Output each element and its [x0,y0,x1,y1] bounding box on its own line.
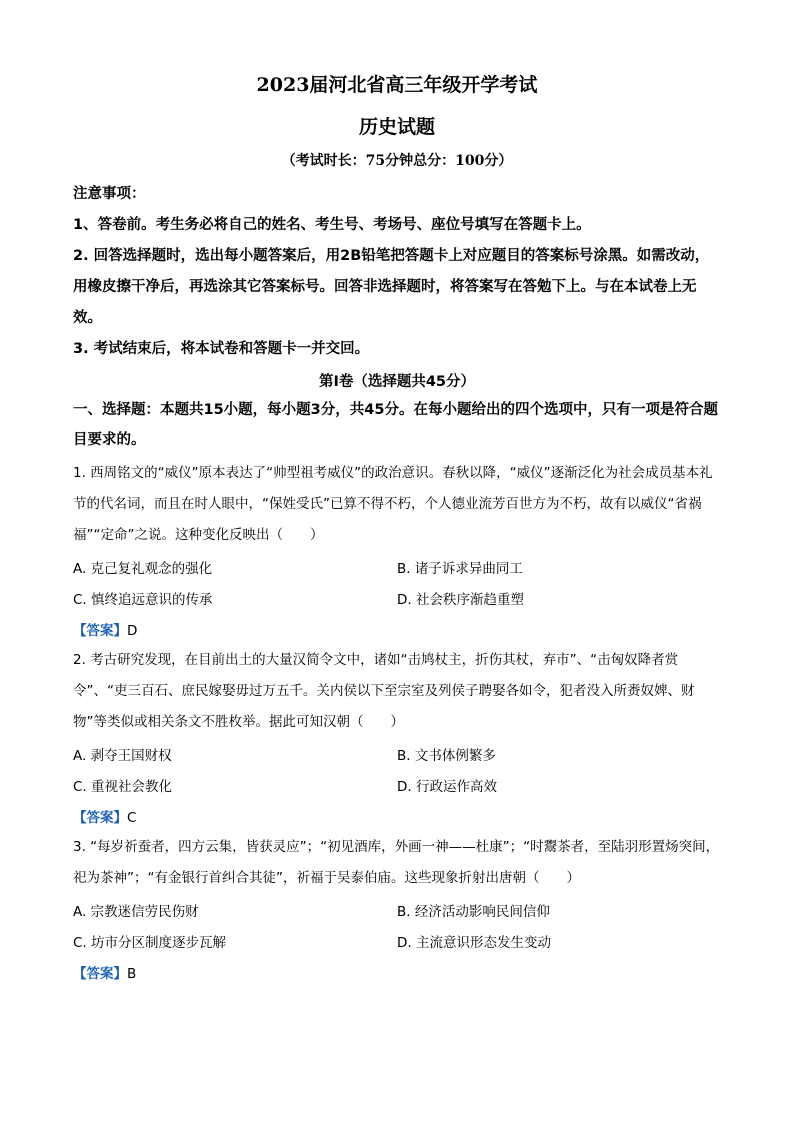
notes-heading: 注意事项： [73,186,146,202]
exam-subject: 历史试题 [358,116,435,138]
option-a: A. 宗教迷信劳民伤财 [73,904,199,920]
question-stem: 2. 考古研究发现，在目前出土的大量汉简令文中，诸如“击鸠杖主，折伤其杖，弃市”、“击匈奴降者赏令”、“吏三百石、庶民嫁娶毋过万五千。关内侯以下至宗室及列侯子聘娶各如令，犯者没入所赉奴婢、财物”等类似或相关条文不胜枚举。据此可知汉朝（ ） [73,652,695,730]
exam-time-note: （考试时长：75分钟总分：100分） [281,153,513,169]
option-c: C. 慎终追远意识的传承 [73,592,213,608]
option-d: D. 主流意识形态发生变动 [397,935,551,951]
note-item: 2. 回答选择题时，选出每小题答案后，用2B铅笔把答题卡上对应题目的答案标号涂黑。如需改动，用橡皮擦干净后，再选涂其它答案标号。回答非选择题时，将答案写在答勉下上。与在本试卷上无效。 [73,248,710,326]
answer-value: D [127,623,138,639]
section-intro: 一、选择题：本题共15小题，每小题3分，共45分。在每小题给出的四个选项中，只有一项是符合题目要求的。 [73,402,718,448]
option-d: D. 社会秩序渐趋重塑 [397,592,524,608]
note-item: 3. 考试结束后，将本试卷和答题卡一并交回。 [73,341,370,357]
note-item: 1、答卷前。考生务必将自己的姓名、考生号、考场号、座位号填写在答题卡上。 [73,217,591,233]
answer-line [73,962,136,982]
answer-value: C [127,810,137,826]
answer-line [73,619,137,639]
answer-tag: 【答案】 [73,810,127,826]
option-b: B. 诸子诉求异曲同工 [397,561,523,577]
question-stem: 3. “每岁祈蚕者，四方云集，皆获灵应”；“初见酒库，外画一神——杜康”；“时鬻茶者，至陆羽形置炀突间，祀为茶神”；“有金银行首纠合其徒”，祈福于吴泰伯庙。这些现象折射出唐朝（ ） [73,839,720,886]
answer-value: B [127,966,137,982]
option-c: C. 坊市分区制度逐步瓦解 [73,935,227,951]
section-title: 第Ⅰ卷（选择题共45分） [318,374,476,390]
option-a: A. 克己复礼观念的强化 [73,561,213,577]
answer-tag: 【答案】 [73,966,127,982]
answer-line [73,806,136,826]
option-b: B. 经济活动影响民间信仰 [397,904,550,920]
option-b: B. 文书体例繁多 [397,748,496,764]
notes-block [73,179,723,365]
option-a: A. 剥夺王国财权 [73,748,172,764]
answer-tag: 【答案】 [73,623,127,639]
question-stem: 1. 西周铭文的“威仪”原本表达了“帅型祖考威仪”的政治意识。春秋以降，“威仪”逐渐泛化为社会成员基本礼节的代名词，而且在时人眼中，“保姓受氏”已算不得不朽，个人德业流芳百世方为不朽，故有以威仪“省祸福”“定命”之说。这种变化反映出（ ） [73,465,713,543]
exam-title: 2023届河北省高三年级开学考试 [256,74,538,96]
option-d: D. 行政运作高效 [397,779,497,795]
option-c: C. 重视社会教化 [73,779,173,795]
